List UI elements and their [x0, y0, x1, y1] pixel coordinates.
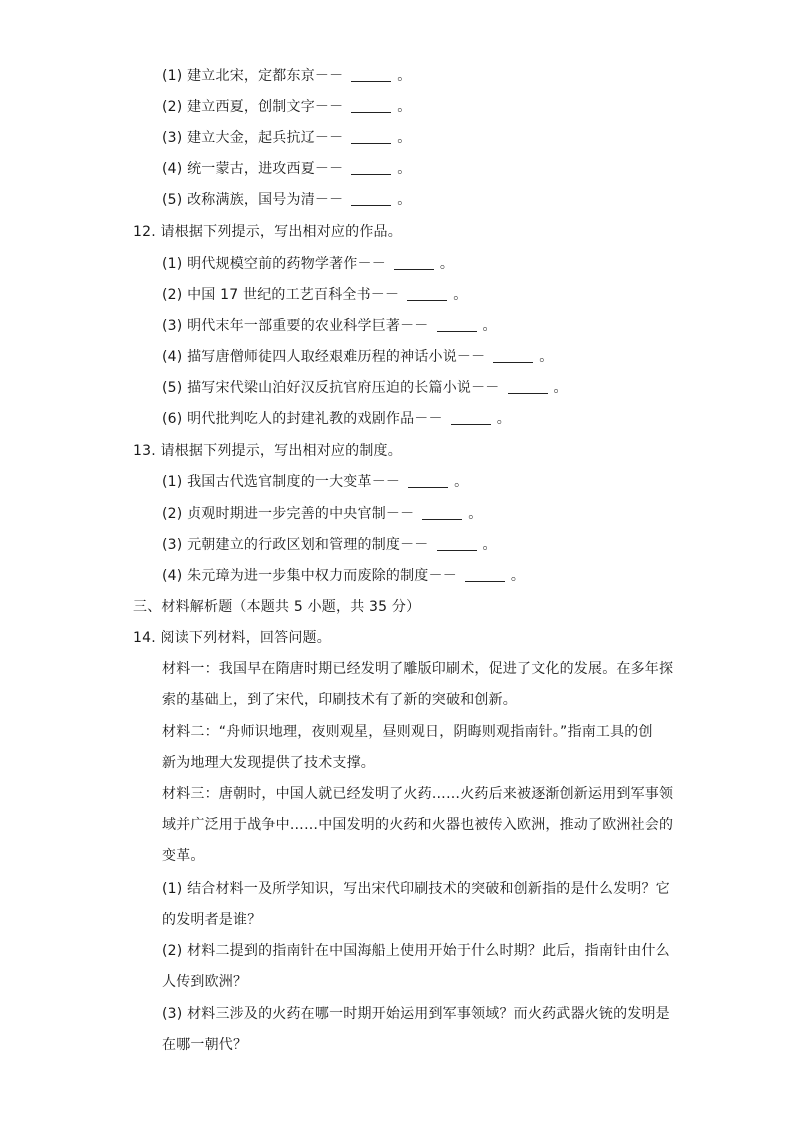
- q13-item-3: [162, 535, 497, 555]
- material-1-line-1: 材料一：我国早在隋唐时期已经发明了雕版印刷术，促进了文化的发展。在多年探: [162, 661, 674, 677]
- answer-blank[interactable]: [351, 67, 391, 82]
- q12-prompt: [133, 222, 402, 242]
- item-number: (2): [162, 287, 183, 303]
- material-3-line-1: 材料三：唐朝时，中国人就已经发明了火药……火药后来被逐渐创新运用到军事领: [162, 786, 674, 802]
- item-number: (4): [162, 161, 183, 177]
- question-prompt: 请根据下列提示，写出相对应的制度。: [160, 443, 402, 459]
- answer-blank[interactable]: [437, 317, 477, 332]
- answer-blank[interactable]: [351, 191, 391, 206]
- item-text: 元朝建立的行政区划和管理的制度－－: [187, 537, 429, 553]
- item-end: 。: [453, 287, 468, 303]
- answer-blank[interactable]: [351, 98, 391, 113]
- item-number: (1): [162, 68, 183, 84]
- item-text: 描写宋代梁山泊好汉反抗官府压迫的长篇小说－－: [187, 380, 500, 396]
- item-text: 建立大金，起兵抗辽－－: [187, 130, 344, 146]
- subquestion-3-line-1: (3) 材料三涉及的火药在哪一时期开始运用到军事领域？而火药武器火铳的发明是: [162, 1006, 670, 1022]
- item-text: 明代规模空前的药物学著作－－: [187, 256, 386, 272]
- item-number: (3): [162, 130, 183, 146]
- item-end: 。: [439, 256, 455, 272]
- item-end: 。: [397, 99, 412, 115]
- answer-blank[interactable]: [351, 129, 391, 144]
- material-1-line-2: 索的基础上，到了宋代，印刷技术有了新的突破和创新。: [162, 692, 517, 708]
- q12-item-5: [162, 378, 568, 398]
- item-text: 贞观时期进一步完善的中央官制－－: [187, 506, 415, 522]
- subquestion-1-line-2: 的发明者是谁？: [162, 912, 262, 928]
- question-prompt: 请根据下列提示，写出相对应的作品。: [160, 224, 402, 240]
- q13-item-2: [162, 504, 483, 524]
- item-text: 描写唐僧师徒四人取经艰难历程的神话小说－－: [187, 349, 486, 365]
- q12-item-6: [162, 409, 511, 429]
- answer-blank[interactable]: [437, 536, 477, 551]
- q11-item-5: [162, 190, 412, 210]
- item-number: (2): [162, 99, 183, 115]
- item-text: 建立北宋，定都东京－－: [187, 68, 344, 84]
- item-end: 。: [482, 318, 497, 334]
- item-number: (4): [162, 349, 183, 365]
- item-number: (5): [162, 192, 183, 208]
- material-2-line-1: 材料二：“舟师识地理，夜则观星，昼则观日，阴晦则观指南针。”指南工具的创: [162, 724, 653, 740]
- answer-blank[interactable]: [451, 410, 491, 425]
- q12-item-4: [162, 347, 554, 367]
- item-text: 建立西夏，创制文字－－: [187, 99, 344, 115]
- subquestion-2-line-1: (2) 材料二提到的指南针在中国海船上使用开始于什么时期？此后，指南针由什么: [162, 943, 670, 959]
- q14-prompt: [133, 628, 331, 648]
- question-prompt: 阅读下列材料，回答问题。: [160, 630, 331, 646]
- q11-item-1: [162, 66, 412, 86]
- item-text: 明代批判吃人的封建礼教的戏剧作品－－: [187, 411, 443, 427]
- section-heading: 三、材料解析题（本题共 5 小题，共 35 分）: [133, 599, 421, 615]
- item-number: (5): [162, 380, 183, 396]
- item-end: 。: [397, 161, 412, 177]
- item-number: (3): [162, 318, 183, 334]
- item-end: 。: [397, 130, 412, 146]
- q12-item-2: [162, 285, 467, 305]
- answer-blank[interactable]: [394, 255, 434, 270]
- material-3-line-2: 域并广泛用于战争中……中国发明的火药和火器也被传入欧洲，推动了欧洲社会的: [162, 817, 674, 833]
- item-number: (2): [162, 506, 183, 522]
- item-text: 改称满族，国号为清－－: [187, 192, 344, 208]
- answer-blank[interactable]: [408, 473, 448, 488]
- q13-item-4: [162, 566, 525, 586]
- item-end: 。: [468, 506, 483, 522]
- subquestion-1-line-1: (1) 结合材料一及所学知识，写出宋代印刷技术的突破和创新指的是什么发明？它: [162, 881, 670, 897]
- item-end: 。: [553, 380, 568, 396]
- item-number: (4): [162, 568, 183, 584]
- q11-item-4: [162, 159, 412, 179]
- material-3-line-3: 变革。: [162, 848, 205, 864]
- item-text: 明代末年一部重要的农业科学巨著－－: [187, 318, 429, 334]
- item-number: (3): [162, 537, 183, 553]
- answer-blank[interactable]: [465, 567, 505, 582]
- item-end: 。: [510, 568, 526, 584]
- answer-blank[interactable]: [493, 348, 533, 363]
- item-text: 我国古代选官制度的一大变革－－: [187, 474, 401, 490]
- item-number: (1): [162, 256, 183, 272]
- subquestion-3-line-2: 在哪一朝代？: [162, 1037, 248, 1053]
- item-end: 。: [397, 192, 412, 208]
- item-end: 。: [482, 537, 497, 553]
- question-number: 14.: [133, 630, 156, 646]
- item-text: 中国 17 世纪的工艺百科全书－－: [187, 287, 400, 303]
- item-number: (1): [162, 474, 183, 490]
- question-number: 12.: [133, 224, 156, 240]
- q13-prompt: [133, 441, 402, 461]
- item-text: 统一蒙古，进攻西夏－－: [187, 161, 344, 177]
- subquestion-2-line-2: 人传到欧洲？: [162, 974, 248, 990]
- answer-blank[interactable]: [407, 286, 447, 301]
- item-end: 。: [539, 349, 554, 365]
- item-number: (6): [162, 411, 183, 427]
- answer-blank[interactable]: [351, 160, 391, 175]
- item-end: 。: [496, 411, 511, 427]
- q12-item-3: [162, 316, 497, 336]
- q11-item-2: [162, 97, 412, 117]
- item-text: 朱元璋为进一步集中权力而废除的制度－－: [187, 568, 457, 584]
- q11-item-3: [162, 128, 412, 148]
- answer-blank[interactable]: [508, 379, 548, 394]
- q13-item-1: [162, 472, 468, 492]
- q12-item-1: [162, 254, 454, 274]
- item-end: 。: [397, 68, 412, 84]
- answer-blank[interactable]: [422, 505, 462, 520]
- item-end: 。: [454, 474, 469, 490]
- question-number: 13.: [133, 443, 156, 459]
- material-2-line-2: 新为地理大发现提供了技术支撑。: [162, 755, 375, 771]
